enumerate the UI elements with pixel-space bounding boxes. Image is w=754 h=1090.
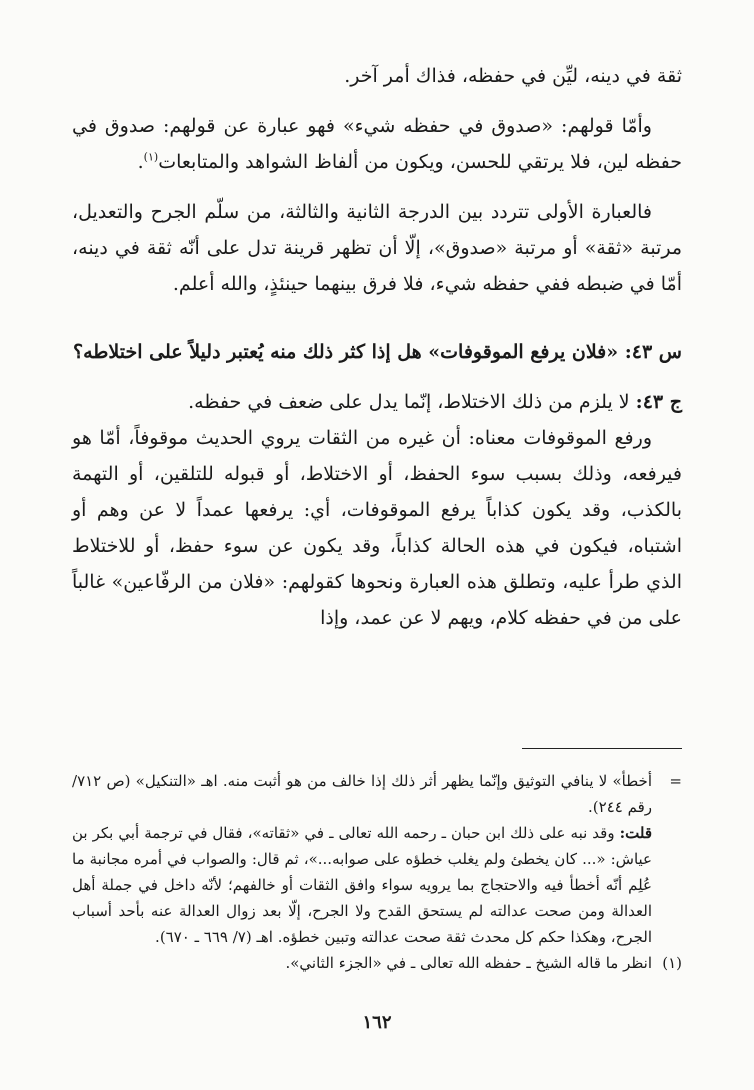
footnote-ref-1[interactable]: (١) [143,150,159,164]
answer-text: لا يلزم من ذلك الاختلاط، إنّما يدل على ضعف في حفظه. [188,391,636,413]
footnote-continuation-body [72,768,652,950]
main-text [72,58,682,302]
footnote-qult-text: وقد نبه على ذلك ابن حبان ـ رحمه الله تعالى ـ في «ثقاته»، فقال في ترجمة أبي بكر بن عياش: «... كان يخطئ ولم يغلب خطؤه على صوابه...»، ثم قال: والصواب في أمره مجانبة ما عُلِم أنّه أخطأ فيه والاحتجاج بما يرويه سواء وافق الثقات أو خالفهم؛ لأنّه داخل في جملة أهل العدالة ومن صحت عدالته لم يستحق القدح ولا الجرح، إلّا بعد زوال العدالة عنه بأحد أسباب الجرح، وهكذا حكم كل محدث ثقة صحت عدالته وتبين خطؤه. اهـ (٧/ ٦٦٩ ـ ٦٧٠). [72,824,652,946]
footnote-continuation-text: أخطأ» لا ينافي التوثيق وإنّما يظهر أثر ذلك إذا خالف من هو أثبت منه. اهـ «التنكيل» (ص ٧١٢/ رقم ٢٤٤). [72,772,652,816]
footnote-qult [72,820,652,950]
footnote-1-text: انظر ما قاله الشيخ ـ حفظه الله تعالى ـ في «الجزء الثاني». [285,954,652,972]
footnote-qult-label: قلت: [619,824,652,842]
footnote-1 [72,950,682,976]
footnote-continuation [72,768,682,950]
paragraph-2-text: وأمّا قولهم: «صدوق في حفظه شيء» فهو عبارة عن قولهم: صدوق في حفظه لين، فلا يرتقي للحسن، ويكون من ألفاظ الشواهد والمتابعات [72,115,682,173]
footnote-continuation-marker: = [669,772,682,790]
paragraph-3: فالعبارة الأولى تتردد بين الدرجة الثانية والثالثة، من سلّم الجرح والتعديل، مرتبة «ثقة» أو مرتبة «صدوق»، إلّا أن تظهر قرينة تدل على أنّه ثقة في دينه، أمّا في ضبطه ففي حفظه شيء، فلا فرق بينهما حينئذٍ، والله أعلم. [72,201,682,295]
paragraph-1: ثقة في دينه، ليِّن في حفظه، فذاك أمر آخر. [344,65,682,87]
footnotes [72,768,682,976]
question-43 [72,334,682,370]
answer-paragraph-1 [72,384,682,420]
question-text: س ٤٣: «فلان يرفع الموقوفات» هل إذا كثر ذلك منه يُعتبر دليلاً على اختلاطه؟ [73,341,682,363]
footnote-divider [522,748,682,749]
answer-label: ج ٤٣: [635,391,682,413]
paragraph-2 [72,108,682,180]
page-number: ١٦٢ [362,1012,392,1033]
paragraph-2-end: . [137,151,144,173]
footnote-1-marker: (١) [662,954,682,972]
answer-paragraph-2: ورفع الموقوفات معناه: أن غيره من الثقات يروي الحديث موقوفاً، أمّا هو فيرفعه، وذلك بسبب سوء الحفظ، أو الاختلاط، أو قبوله للتلقين، أو التهمة بالكذب، وقد يكون كذاباً يرفع الموقوفات، أي: يرفعها عمداً لا عن وهم أو اشتباه، فيكون في هذه الحالة كذاباً، وقد يكون عن سوء حفظ، أو للاختلاط الذي طرأ عليه، وتطلق هذه العبارة ونحوها كقولهم: «فلان من الرفّاعين» غالباً على من في حفظه كلام، ويهم لا عن عمد، وإذا [72,427,682,629]
answer-43 [72,384,682,636]
page-content [72,58,682,636]
